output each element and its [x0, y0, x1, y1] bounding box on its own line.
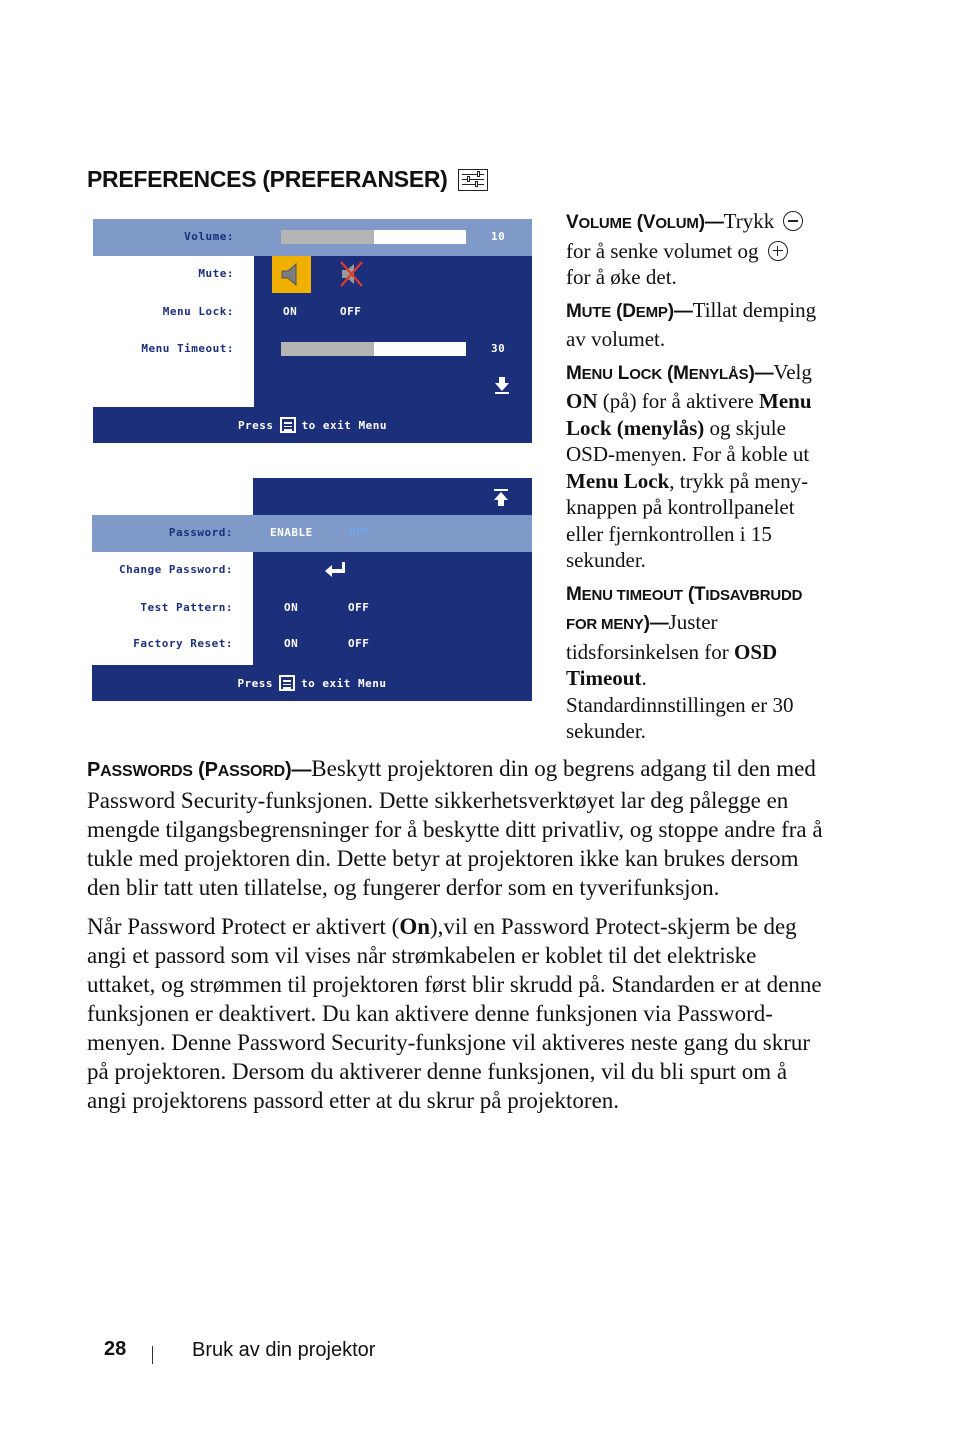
passwords-title: PASSWORDS (PASSORD)— [87, 759, 312, 781]
menu-key-icon [279, 675, 295, 691]
osd-footer-press: Press [237, 418, 274, 432]
osd-menu-lock-label: Menu Lock: [162, 305, 234, 318]
osd-factory-reset-off[interactable]: OFF [348, 637, 370, 650]
volume-text-1: Trykk [723, 209, 775, 233]
volume-text-3: for å øke det. [566, 265, 677, 289]
osd-test-pattern-on[interactable]: ON [284, 601, 299, 614]
osd-password-label: Password: [168, 526, 233, 539]
osd-preferences-screen-2 [92, 478, 532, 701]
volume-description [566, 208, 828, 291]
menu-lock-title: MENU LOCK (MENYLÅS)— [566, 362, 774, 384]
side-descriptions [566, 208, 828, 751]
osd-footer-exit: to exit Menu [301, 676, 387, 690]
osd-footer [92, 665, 532, 701]
preferences-sliders-icon [458, 169, 488, 191]
osd-volume-label: Volume: [184, 230, 234, 243]
page-up-arrow-icon[interactable] [492, 488, 510, 508]
osd-preferences-screen-1 [93, 219, 532, 443]
plus-button-icon [768, 241, 788, 261]
osd-menu-lock-on[interactable]: ON [283, 305, 298, 318]
osd-factory-reset-label: Factory Reset: [133, 637, 233, 650]
menu-timeout-title: MENU TIMEOUT (TIDSAVBRUDD FOR MENY)— [566, 583, 803, 634]
enter-arrow-icon[interactable] [322, 559, 346, 579]
osd-footer-exit: to exit Menu [301, 418, 388, 432]
osd-volume-value: 10 [491, 230, 506, 243]
menu-key-icon [280, 417, 296, 433]
osd-footer [93, 407, 532, 443]
mute-description [566, 297, 828, 353]
osd-password-off[interactable]: OFF [349, 526, 371, 539]
page-number: 28 [104, 1338, 127, 1360]
osd-password-enable[interactable]: ENABLE [270, 526, 313, 539]
section-heading [87, 166, 488, 193]
speaker-muted-icon[interactable] [335, 258, 367, 290]
osd-mute-label: Mute: [198, 267, 234, 280]
section-title: PREFERENCES (PREFERANSER) [87, 166, 448, 192]
minus-button-icon [783, 211, 803, 231]
passwords-paragraph: PASSWORDS (PASSORD)—Beskytt projektoren din og begrens adgang til den med Password Security-funksjonen. Dette sikkerhetsverktøyet lar deg pålegge en mengde tilgangsbegrensninger for å beskytte ditt privatliv, og stoppe andre fra å tukle med projektoren din. Dette betyr at projektoren ikke kan brukes dersom den blir tatt uten tillatelse, og fungerer derfor som en tyverifunksjon. [87, 756, 823, 900]
osd-menu-timeout-label: Menu Timeout: [141, 342, 234, 355]
osd-test-pattern-off[interactable]: OFF [348, 601, 370, 614]
volume-text-2: for å senke volumet og [566, 238, 759, 263]
body-text [87, 754, 827, 1125]
menu-lock-description: MENU LOCK (MENYLÅS)—Velg ON (på) for å aktivere Menu Lock (menylås) og skjule OSD-menyen. For å koble ut Menu Lock, trykk på meny-knappen på kontrollpanelet eller fjernkontrollen i 15 sekunder. [566, 359, 812, 572]
osd-menu-timeout-slider[interactable] [281, 342, 466, 356]
osd-footer-press: Press [237, 676, 274, 690]
osd-volume-slider[interactable] [281, 230, 466, 244]
osd-change-password-label: Change Password: [119, 563, 233, 576]
page-down-arrow-icon[interactable] [493, 375, 511, 395]
footer-chapter-title: Bruk av din projektor [192, 1339, 376, 1361]
osd-test-pattern-label: Test Pattern: [140, 601, 233, 614]
mute-title: MUTE (DEMP)— [566, 300, 693, 322]
menu-timeout-description: MENU TIMEOUT (TIDSAVBRUDD FOR MENY)—Juster tidsforsinkelsen for OSD Timeout. Standardinnstillingen er 30 sekunder. [566, 583, 803, 743]
speaker-on-icon[interactable] [272, 256, 311, 293]
osd-factory-reset-on[interactable]: ON [284, 637, 299, 650]
osd-menu-timeout-value: 30 [491, 342, 506, 355]
mute-text: Tillat demping av volumet. [566, 297, 817, 351]
footer-divider [152, 1346, 153, 1364]
osd-menu-lock-off[interactable]: OFF [340, 305, 362, 318]
password-protect-paragraph: Når Password Protect er aktivert (On),vil en Password Protect-skjerm be deg angi et passord som vil vises når strømkabelen er koblet til det elektriske uttaket, og strømmen til projektoren først blir skrudd på. Standarden er at denne funksjonen er deaktivert. Du kan aktivere denne funksjonen via Password-menyen. Denne Password Security-funksjone vil aktiveres neste gang du skrur på projektoren. Dersom du aktiverer denne funksjonen, vil du bli spurt om å angi projektorens passord etter at du skrur på projektoren. [87, 914, 822, 1113]
volume-title: VOLUME (VOLUM)— [566, 212, 724, 233]
